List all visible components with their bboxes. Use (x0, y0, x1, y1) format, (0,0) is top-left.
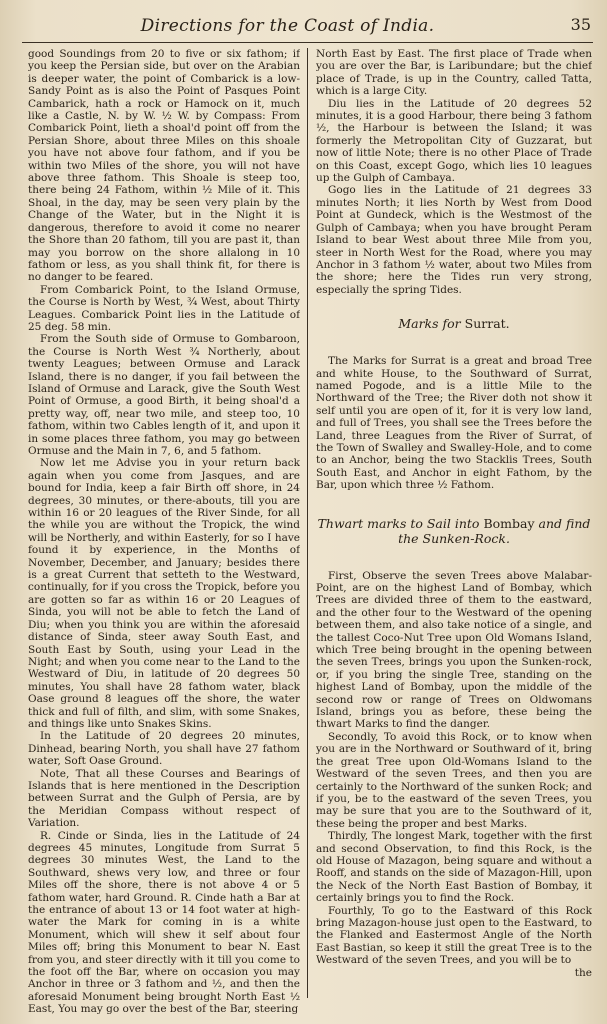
running-title: Directions for the Coast of India. (140, 16, 435, 36)
paragraph: First, Observe the seven Trees above Malabar-Point, are on the highest Land of Bombay, which Trees are divided three of them to the eastward, and the other four to the Westward of the opening between them, and also take notice of a single, and the tallest Coco-Nut Tree upon Old Womans Island, which Tree being brought in the opening between the seven Trees, brings you upon the Sunken-rock, or, if you bring the single Tree, standing on the highest Land of Bombay, upon the middle of the second row or range of Trees on Oldwomans Island, brings you as before, these being the thwart Marks to find the danger. (316, 569, 592, 731)
paragraph: From Combarick Point, to the Island Ormuse, the Course is North by West, ¾ West, about Thirty Leagues. Combarick Point lies in the Latitude of 25 deg. 58 min. (28, 283, 300, 333)
left-column (28, 48, 300, 1018)
page-number: 35 (570, 15, 591, 34)
paragraph: Gogo lies in the Latitude of 21 degrees 33 minutes North; it lies North by West from Dood Point at Gundeck, which is the Westmost of the Gulph of Cambaya; when you have brought Peram Island to bear West about three Mile from you, steer in North West for the Road, where you may Anchor in 3 fathom ½ water, about two Miles from the shore; here the Tides run very strong, especially the spring Tides. (316, 184, 592, 296)
paragraph: Diu lies in the Latitude of 20 degrees 52 minutes, it is a good Harbour, there being 3 fathom ½, the Harbour is between the Island; it was formerly the Metropolitan City of Guzzarat, but now of little Note; there is no other Place of Trade on this Coast, except Gogo, which lies 10 leagues up the Gulph of Cambaya. (316, 97, 592, 185)
column-rule (307, 48, 308, 998)
paragraph: From the South side of Ormuse to Gombaroon, the Course is North West ¾ Northerly, about twenty Leagues; between Ormuse and Larack Island, there is no danger, if you fail between the Island of Ormuse and Larack, give the South West Point of Ormuse, a good Birth, it being shoal'd a pretty way, off, near two mile, and steep too, 10 fathom, within two Cables length of it, and upon it in some places three fathom, you may go between Ormuse and the Main in 7, 6, and 5 fathom. (28, 333, 300, 457)
paragraph: Fourthly, To go to the Eastward of this Rock bring Mazagon-house just open to the Eastward, to the Flanked and Eastermost Angle of the North East Bastian, so keep it still the great Tree is to the Westward of the seven Trees, and you will be to (316, 904, 592, 967)
paragraph: North East by East. The first place of Trade when you are over the Bar, is Laribundare; but the chief place of Trade, is up in the Country, called Tatta, which is a large City. (316, 48, 592, 98)
paragraph: The Marks for Surrat is a great and broad Tree and white House, to the Southward of Surrat, named Pogode, and is a little Mile to the Northward of the Tree; the River doth not show it self until you are open of it, for it is very low land, and full of Trees, you shall see the Trees before the Land, three Leagues from the River of Surrat, of the Town of Swalley and Swalley-Hole, and to come to an Anchor, being the two Stacklis Trees, South South East, and Anchor in eight Fathom, by the Bar, upon which three ½ Fathom. (316, 355, 592, 492)
section-heading-surrat: Marks for Surrat. (398, 316, 510, 332)
paragraph: In the Latitude of 20 degrees 20 minutes, Dinhead, bearing North, you shall have 27 fathom water, Soft Oase Ground. (28, 730, 300, 768)
paragraph: Now let me Advise you in your return back again when you come from Jasques, and are bound for India, keep a fair Birth off shore, in 24 degrees, 30 minutes, or there-abouts, till you are within 16 or 20 leagues of the River Sinde, for all the while you are without the Tropick, the wind will be Northerly, and within Easterly, for so I have found it by experience, in the Months of November, December, and January; besides there is a great Current that setteth to the Westward, continually, for if you cross the Tropick, before you are gotten so far as within 16 or 20 Leagues of Sinda, you will not be able to fetch the Land of Diu; when you think you are within the aforesaid distance of Sinda, steer away South East, and South East by South, using your Lead in the Night; and when you come near to the Land to the Westward of Diu, in latitude of 20 degrees 50 minutes, You shall have 28 fathom water, black Oase ground 8 leagues off the shore, the water thick and full of filth, and slim, with some Snakes, and things like unto Snakes Skins. (28, 457, 300, 730)
paragraph: R. Cinde or Sinda, lies in the Latitude of 24 degrees 45 minutes, Longitude from Surrat 5 degrees 30 minutes West, the Land to the Southward, shews very low, and three or four Miles off the shore, there is not above 4 or 5 fathom water, hard Ground. R. Cinde hath a Bar at the entrance of about 13 or 14 foot water at high-water the Mark for coming in is a white Monument, which will shew it self about four Miles off; bring this Monument to bear N. East from you, and steer directly with it till you come to the foot off the Bar, where on occasion you may Anchor in three or 3 fathom and ½, and then the aforesaid Monument being brought North East ½ East, You may go over the best of the Bar, steering (28, 829, 300, 1016)
paragraph: Note, That all these Courses and Bearings of Islands that is here mentioned in the Description between Surrat and the Gulph of Persia, are by the Meridian Compass without respect of Variation. (28, 767, 300, 830)
catchword: the (574, 966, 592, 979)
paragraph: Secondly, To avoid this Rock, or to know when you are in the Northward or Southward of it, bring the great Tree upon Old-Womans Island to the Westward of the seven Trees, and then you are certainly to the Northward of the sunken Rock; and if you, be to the eastward of the seven Trees, you may be sure that you are to the Southward of it, these being the proper and best Marks. (316, 730, 592, 830)
right-column (316, 48, 592, 1018)
paragraph: Thirdly, The longest Mark, together with the first and second Observation, to find this Rock, is the old House of Mazagon, being square and without a Rooff, and stands on the side of Mazagon-Hill, upon the Neck of the North East Bastion of Bombay, it certainly brings you to find the Rock. (316, 830, 592, 905)
text-columns (28, 48, 595, 1018)
running-header (22, 12, 593, 43)
paragraph: good Soundings from 20 to five or six fathom; if you keep the Persian side, but over on the Arabian is deeper water, the point of Combarick is a low-Sandy Point as is also the Point of Pasques Point Cambarick, hath a rock or Hamock on it, much like a Castle, N. by W. ½ W. by Compass: From Combarick Point, lieth a shoal'd point off from the Persian Shore, about three Miles on this shoale you have not above four fathom, and if you be within two Miles of the shore, you will not have above three fathom. This Shoale is steep too, there being 24 Fathom, within ½ Mile of it. This Shoal, in the day, may be seen very plain by the Change of the Water, but in the Night it is dangerous, therefore to avoid it come no nearer the Shore than 20 fathom, till you are past it, than may you borrow on the shore allalong in 10 fathom or less, as you shall think fit, for there is no danger to be feared. (28, 48, 300, 284)
section-heading-bombay: Thwart marks to Sail into Bombay and find the Sunken-Rock. (317, 515, 591, 546)
